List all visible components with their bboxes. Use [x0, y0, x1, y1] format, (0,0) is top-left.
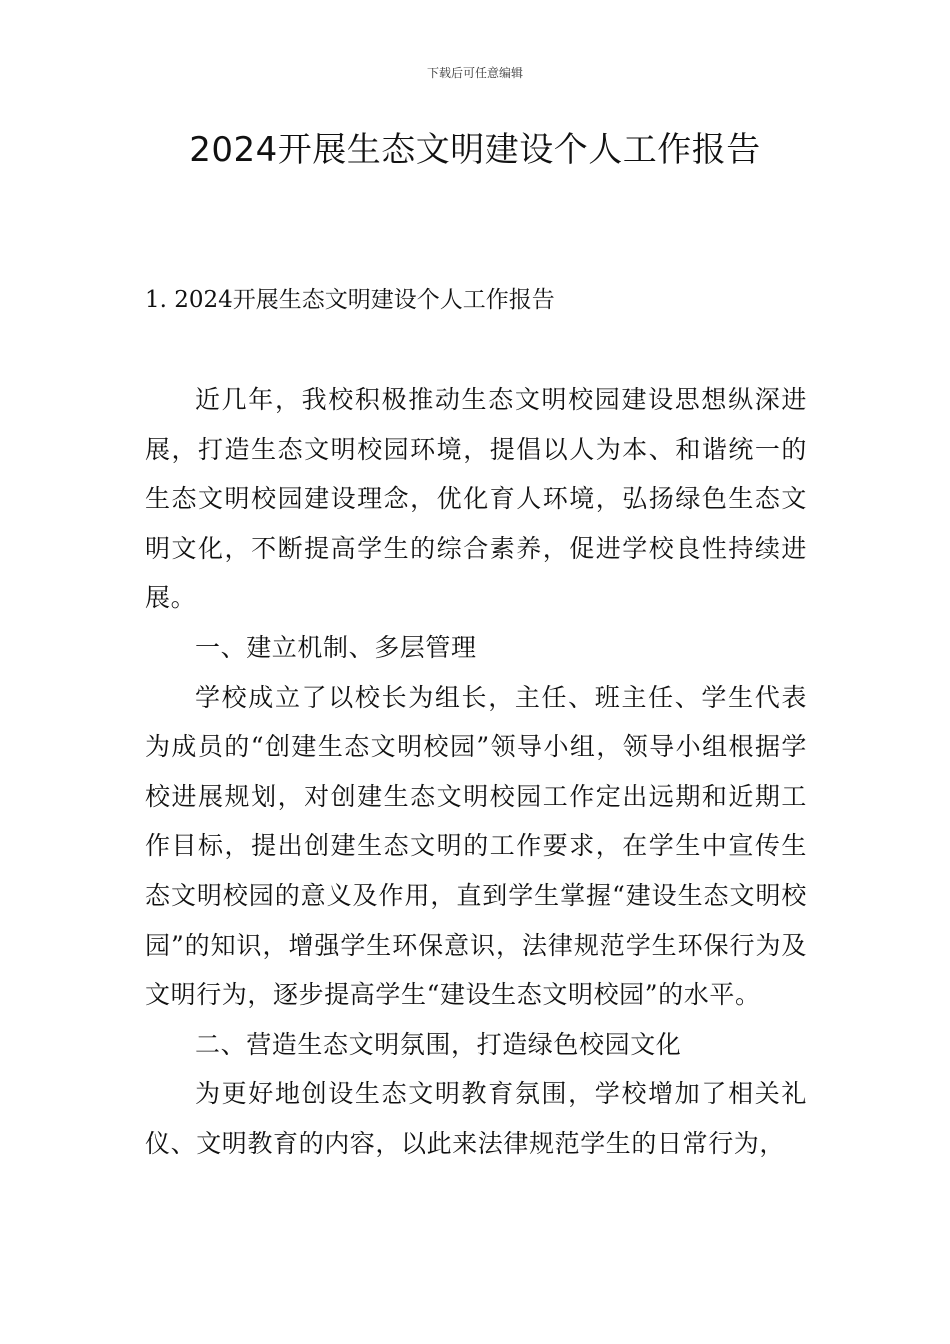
heading-atmosphere: 二、营造生态文明氛围，打造绿色校园文化	[195, 1029, 682, 1059]
paragraph-intro: 近几年，我校积极推动生态文明校园建设思想纵深进展，打造生态文明校园环境，提倡以人为本、和谐统一的生态文明校园建设理念，优化育人环境，弘扬绿色生态文明文化，不断提高学生的综合素养，促进学校良性持续进展。	[145, 385, 807, 613]
paragraph-mechanism: 学校成立了以校长为组长，主任、班主任、学生代表为成员的“创建生态文明校园”领导小组，领导小组根据学校进展规划，对创建生态文明校园工作定出远期和近期工作目标，提出创建生态文明的工作要求，在学生中宣传生态文明校园的意义及作用，直到学生掌握“建设生态文明校园”的知识，增强学生环保意识，法律规范学生环保行为及文明行为，逐步提高学生“建设生态文明校园”的水平。	[145, 682, 807, 1010]
section-label: 1. 2024开展生态文明建设个人工作报告	[145, 287, 555, 313]
body-text	[145, 375, 807, 1169]
heading-mechanism: 一、建立机制、多层管理	[195, 632, 477, 662]
paragraph-atmosphere: 为更好地创设生态文明教育氛围，学校增加了相关礼仪、文明教育的内容，以此来法律规范学生的日常行为，	[145, 1079, 807, 1158]
header-note: 下载后可任意编辑	[426, 66, 523, 80]
page-title: 2024开展生态文明建设个人工作报告	[189, 130, 761, 170]
